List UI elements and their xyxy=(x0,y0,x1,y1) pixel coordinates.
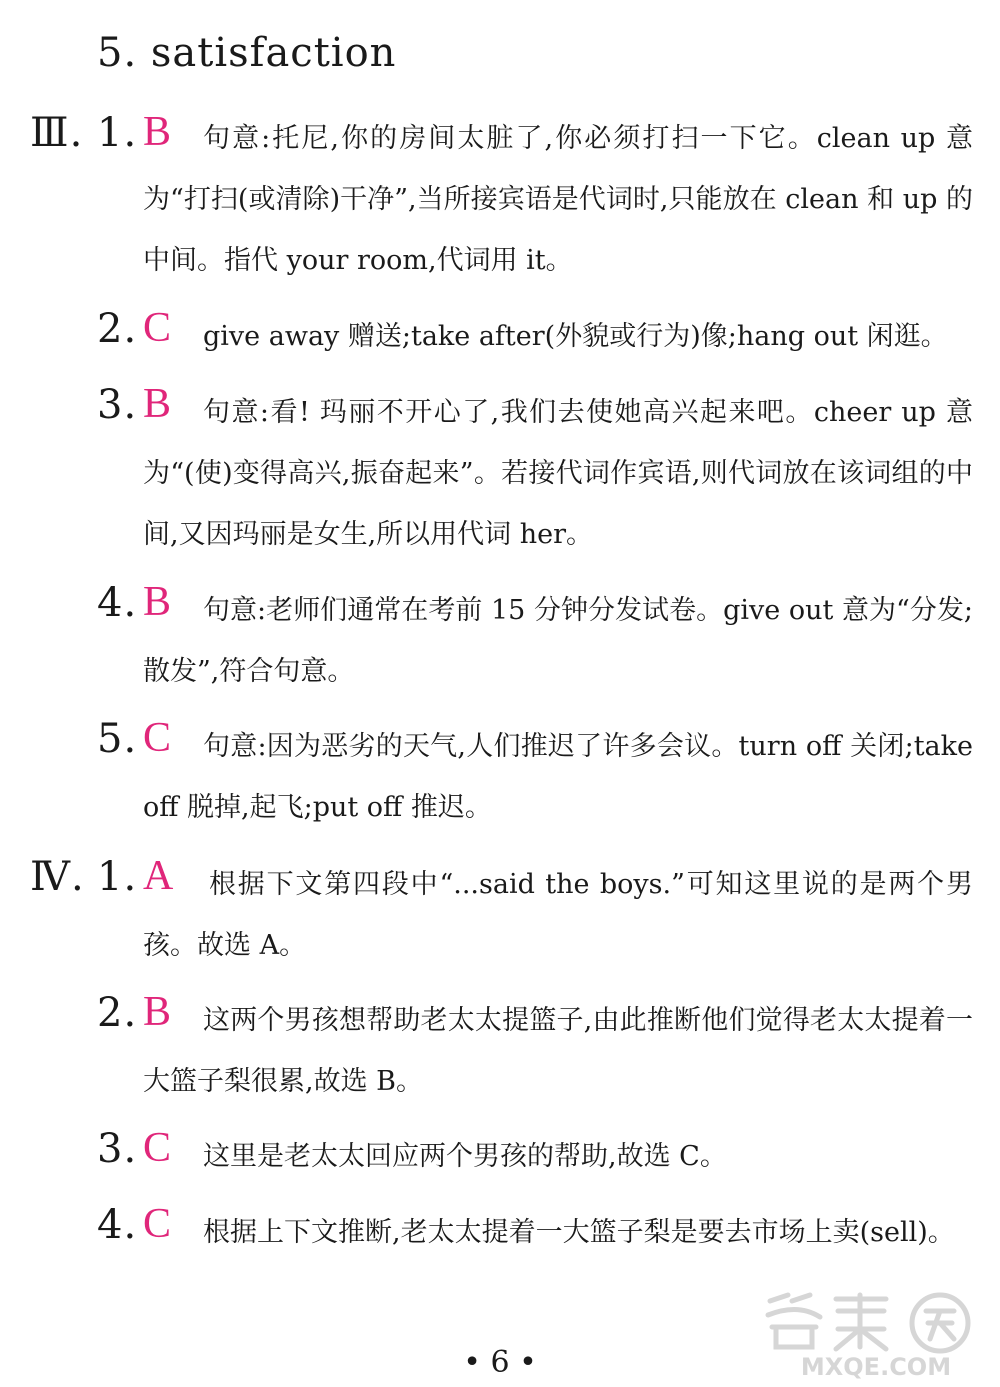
answer-letter: B xyxy=(143,579,172,625)
answer-letter: A xyxy=(143,853,174,899)
answer-letter: B xyxy=(143,381,172,427)
answer-letter: B xyxy=(143,109,172,155)
question-number: 4. xyxy=(97,1202,138,1248)
explanation-text: 这两个男孩想帮助老太太提篮子,由此推断他们觉得老太太提着一大篮子梨很累,故选 B。 xyxy=(143,1005,973,1097)
explanation-text: give away 赠送;take after(外貌或行为)像;hang out 闲逛。 xyxy=(203,321,948,352)
answer-letter: C xyxy=(143,715,172,761)
explanation-text: 这里是老太太回应两个男孩的帮助,故选 C。 xyxy=(203,1141,727,1172)
question-number: 3. xyxy=(97,1126,138,1172)
explanation-text: 根据下文第四段中“...said the boys.”可知这里说的是两个男孩。故选 A。 xyxy=(143,869,973,961)
question-number: 2. xyxy=(97,306,138,352)
question-number: 2. xyxy=(97,990,138,1036)
explanation-text: 句意:因为恶劣的天气,人们推迟了许多会议。turn off 关闭;take off 脱掉,起飞;put off 推迟。 xyxy=(143,731,973,823)
watermark-logo-icon xyxy=(758,1289,988,1381)
section-mark-iii: Ⅲ. xyxy=(30,110,84,156)
answer-letter: C xyxy=(143,1201,172,1247)
question-number: 1. xyxy=(97,854,138,900)
answer-letter: B xyxy=(143,989,172,1035)
watermark-url: MXQE.COM xyxy=(800,1353,952,1381)
question-number: 5. xyxy=(97,716,138,762)
question-number: 3. xyxy=(97,382,138,428)
explanation-text: 句意:托尼,你的房间太脏了,你必须打扫一下它。clean up 意为“打扫(或清除)干净”,当所接宾语是代词时,只能放在 clean 和 up 的中间。指代 your room,代词用 it。 xyxy=(143,123,973,276)
explanation-text: 句意:老师们通常在考前 15 分钟分发试卷。give out 意为“分发;散发”,符合句意。 xyxy=(143,595,973,687)
explanation-text: 根据上下文推断,老太太提着一大篮子梨是要去市场上卖(sell)。 xyxy=(203,1217,955,1248)
section-mark-iv: Ⅳ. xyxy=(30,854,85,900)
explanation-text: 句意:看! 玛丽不开心了,我们去使她高兴起来吧。cheer up 意为“(使)变得高兴,振奋起来”。若接代词作宾语,则代词放在该词组的中间,又因玛丽是女生,所以用代词 her。 xyxy=(143,397,973,550)
top-item-5: 5. satisfaction xyxy=(97,30,397,76)
question-number: 1. xyxy=(97,110,138,156)
question-number: 4. xyxy=(97,580,138,626)
answer-letter: C xyxy=(143,305,172,351)
page-number: • 6 • xyxy=(463,1345,537,1380)
answer-letter: C xyxy=(143,1125,172,1171)
